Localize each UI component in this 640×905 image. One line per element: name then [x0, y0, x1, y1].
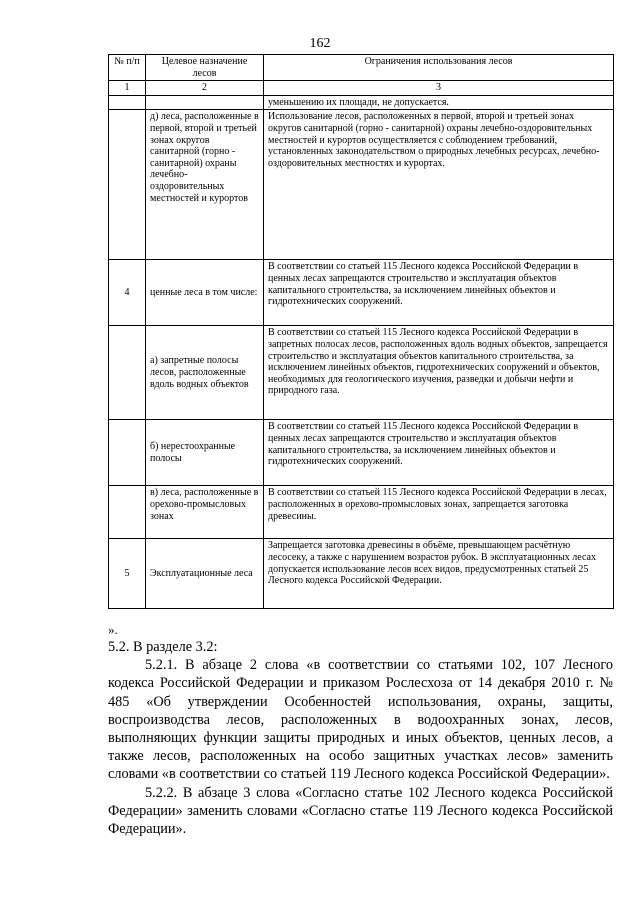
- table-numbering-row: [109, 81, 614, 96]
- row-number: [109, 110, 146, 260]
- paragraph-5-2-2: 5.2.2. В абзаце 3 слова «Согласно статье 102 Лесного кодекса Российской Федерации» заменить словами «Согласно статье 119 Лесного кодекса Российской Федерации».: [108, 784, 613, 838]
- numbering-cell: 3: [264, 81, 614, 96]
- row-restriction: Использование лесов, расположенных в первой, второй и третьей зонах округов санитарной (горно - санитарной) охраны лечебно-оздоровительных местностей и курортов осуществляется с соблюдением требований, установленных законодательством о природных лечебных ресурсах, лечебно-оздоровительных местностях и курортах.: [264, 110, 614, 260]
- row-restriction: Запрещается заготовка древесины в объёме, превышающем расчётную лесосеку, а также с нарушением возрастов рубок. В эксплуатационных лесах допускается использование лесов всех видов, предусмотренных статьей 25 Лесного кодекса Российской Федерации.: [264, 539, 614, 609]
- table-row: [109, 486, 614, 539]
- table-header-row: [109, 55, 614, 81]
- row-number: [109, 326, 146, 420]
- row-number: 5: [109, 539, 146, 609]
- header-number: № п/п: [109, 55, 146, 81]
- header-purpose: Целевое назначение лесов: [146, 55, 264, 81]
- section-heading: 5.2. В разделе 3.2:: [108, 639, 218, 655]
- table-row: [109, 110, 614, 260]
- row-purpose: Эксплуатационные леса: [146, 539, 264, 609]
- row-purpose: д) леса, расположенные в первой, второй и третьей зонах округов санитарной (горно - санитарной) охраны лечебно-оздоровительных местностей и курортов: [146, 110, 264, 260]
- table-row: [109, 260, 614, 326]
- header-restrictions: Ограничения использования лесов: [264, 55, 614, 81]
- row-restriction: В соответствии со статьей 115 Лесного кодекса Российской Федерации в запретных полосах лесов, расположенных вдоль водных объектов, запрещается строительство и эксплуатация объектов капитального строительства, за исключением линейных объектов, гидротехнических сооружений и объектов, необходимых для геологического изучения, разведки и добычи нефти и природного газа.: [264, 326, 614, 420]
- numbering-cell: 1: [109, 81, 146, 96]
- table-row: [109, 95, 614, 110]
- table-row: [109, 420, 614, 486]
- row-number: [109, 486, 146, 539]
- page-number: 162: [309, 36, 331, 51]
- row-restriction: уменьшению их площади, не допускается.: [264, 95, 614, 110]
- closing-quote: ».: [108, 622, 118, 637]
- row-restriction: В соответствии со статьей 115 Лесного кодекса Российской Федерации в лесах, расположенных в орехово-промысловых зонах, запрещается заготовка древесины.: [264, 486, 614, 539]
- table-row: [109, 326, 614, 420]
- row-purpose: [146, 95, 264, 110]
- numbering-cell: 2: [146, 81, 264, 96]
- forest-restrictions-table: [108, 54, 614, 609]
- row-purpose: а) запретные полосы лесов, расположенные вдоль водных объектов: [146, 326, 264, 420]
- row-purpose: б) нерестоохранные полосы: [146, 420, 264, 486]
- row-number: [109, 95, 146, 110]
- paragraph-5-2-1: 5.2.1. В абзаце 2 слова «в соответствии со статьями 102, 107 Лесного кодекса Российской Федерации и приказом Рослесхоза от 14 декабря 2010 г. № 485 «Об утверждении Особенностей использования, охраны, защиты, воспроизводства лесов, расположенных в водоохранных зонах, лесов, выполняющих функции защиты природных и иных объектов, ценных лесов, а также лесов, расположенных на особо защитных участках лесов» заменить словами «в соответствии со статьей 119 Лесного кодекса Российской Федерации».: [108, 657, 613, 783]
- document-body: [108, 638, 613, 838]
- row-purpose: ценные леса в том числе:: [146, 260, 264, 326]
- row-restriction: В соответствии со статьей 115 Лесного кодекса Российской Федерации в ценных лесах запрещаются строительство и эксплуатация объектов капитального строительства, за исключением линейных объектов и гидротехнических сооружений.: [264, 260, 614, 326]
- row-purpose: в) леса, расположенные в орехово-промысловых зонах: [146, 486, 264, 539]
- row-restriction: В соответствии со статьей 115 Лесного кодекса Российской Федерации в ценных лесах запрещаются строительство и эксплуатация объектов капитального строительства, за исключением линейных объектов и гидротехнических сооружений.: [264, 420, 614, 486]
- table-row: [109, 539, 614, 609]
- row-number: 4: [109, 260, 146, 326]
- row-number: [109, 420, 146, 486]
